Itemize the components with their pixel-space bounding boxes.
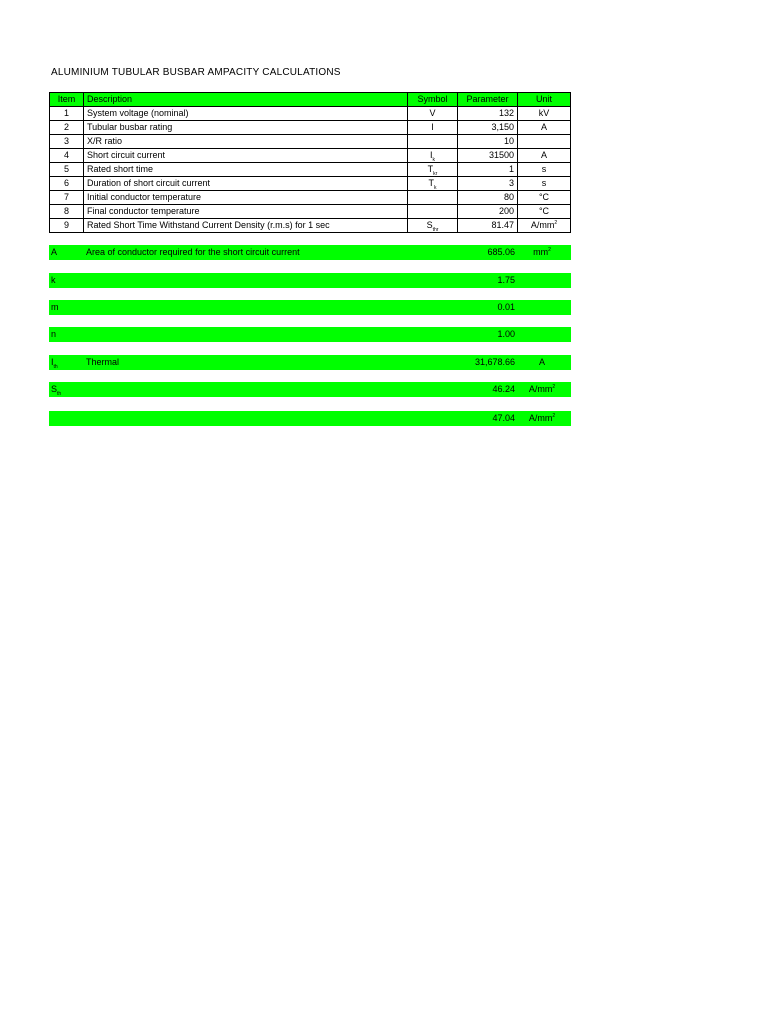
symbol-subscript: th [57, 390, 62, 397]
calc-unit [527, 355, 557, 370]
cell-unit [518, 121, 571, 135]
table-row [50, 205, 571, 219]
cell-item: 3 [50, 135, 84, 149]
calc-value: 0.01 [497, 302, 515, 312]
calc-label: Thermal [86, 357, 120, 367]
unit-superscript: 2 [554, 220, 558, 226]
calc-row [49, 355, 571, 370]
cell-parameter: 3,150 [458, 121, 518, 135]
table-row [50, 219, 571, 233]
cell-unit [518, 205, 571, 219]
calc-symbol [51, 245, 57, 260]
calc-unit [527, 411, 557, 426]
symbol-main: mm [533, 247, 549, 257]
cell-description: Rated short time [84, 163, 408, 177]
header-description: Description [84, 93, 408, 107]
cell-parameter: 3 [458, 177, 518, 191]
cell-parameter: 80 [458, 191, 518, 205]
cell-unit [518, 135, 571, 149]
symbol-main: I [431, 122, 434, 132]
calc-value: 46.24 [492, 384, 515, 394]
calc-symbol [51, 300, 59, 315]
cell-item: 2 [50, 121, 84, 135]
cell-symbol [408, 205, 458, 219]
symbol-main: n [51, 329, 57, 339]
cell-unit [518, 191, 571, 205]
symbol-main: A/mm [528, 384, 553, 394]
symbol-main: k [51, 275, 56, 285]
unit-superscript: 2 [548, 247, 551, 253]
calc-unit [527, 382, 557, 397]
symbol-main: A/mm [530, 220, 555, 230]
cell-symbol [408, 177, 458, 191]
cell-unit [518, 149, 571, 163]
calc-row [49, 273, 571, 288]
cell-description: System voltage (nominal) [84, 107, 408, 121]
table-header-row [50, 93, 571, 107]
cell-parameter: 132 [458, 107, 518, 121]
cell-unit [518, 219, 571, 233]
cell-description: X/R ratio [84, 135, 408, 149]
cell-unit [518, 107, 571, 121]
table-row [50, 107, 571, 121]
symbol-main: S [426, 220, 433, 230]
calc-symbol [51, 382, 61, 397]
symbol-main: s [541, 178, 547, 188]
cell-parameter: 10 [458, 135, 518, 149]
header-item: Item [50, 93, 84, 107]
cell-unit [518, 163, 571, 177]
cell-symbol [408, 149, 458, 163]
calc-row [49, 327, 571, 342]
calc-value: 685.06 [487, 247, 515, 257]
header-unit: Unit [518, 93, 571, 107]
cell-parameter: 31500 [458, 149, 518, 163]
symbol-main: S [51, 384, 58, 394]
table-row [50, 121, 571, 135]
symbol-main: A [540, 122, 547, 132]
cell-symbol [408, 107, 458, 121]
header-parameter: Parameter [458, 93, 518, 107]
table-row [50, 135, 571, 149]
symbol-subscript: th [53, 363, 58, 370]
cell-symbol [408, 219, 458, 233]
calc-unit [527, 245, 557, 260]
symbol-main: A/mm [528, 413, 553, 423]
symbol-main: kV [538, 108, 550, 118]
symbol-subscript: kr [433, 170, 438, 177]
symbol-main: I [429, 150, 433, 160]
cell-description: Rated Short Time Withstand Current Density (r.m.s) for 1 sec [84, 219, 408, 233]
symbol-main: A [51, 247, 58, 257]
calc-row [49, 300, 571, 315]
symbol-main: s [541, 164, 547, 174]
calc-row [49, 382, 571, 397]
cell-symbol [408, 163, 458, 177]
cell-description: Initial conductor temperature [84, 191, 408, 205]
unit-superscript: 2 [552, 413, 556, 419]
table-row [50, 177, 571, 191]
cell-item: 6 [50, 177, 84, 191]
cell-description: Tubular busbar rating [84, 121, 408, 135]
cell-description: Final conductor temperature [84, 205, 408, 219]
cell-item: 8 [50, 205, 84, 219]
calc-symbol [51, 355, 58, 370]
calc-symbol [51, 327, 56, 342]
cell-parameter: 200 [458, 205, 518, 219]
unit-superscript: 2 [552, 384, 556, 390]
table-row [50, 149, 571, 163]
symbol-main: A [540, 150, 547, 160]
calc-value: 31,678.66 [474, 357, 515, 367]
cell-parameter: 81.47 [458, 219, 518, 233]
cell-symbol [408, 191, 458, 205]
symbol-main: m [51, 302, 59, 312]
symbol-main: T [427, 164, 434, 174]
symbol-main: A [538, 357, 545, 367]
cell-symbol [408, 121, 458, 135]
symbol-main: °C [538, 192, 550, 202]
cell-item: 5 [50, 163, 84, 177]
calc-label: Area of conductor required for the short circuit current [86, 247, 300, 257]
symbol-main: V [429, 108, 436, 118]
symbol-subscript: k [432, 156, 435, 163]
symbol-subscript: k [434, 184, 437, 191]
table-row [50, 191, 571, 205]
cell-item: 1 [50, 107, 84, 121]
calc-symbol [51, 273, 56, 288]
symbol-subscript: thr [432, 226, 439, 233]
cell-item: 7 [50, 191, 84, 205]
cell-description: Short circuit current [84, 149, 408, 163]
calc-value: 1.75 [497, 275, 515, 285]
parameters-table [49, 92, 571, 233]
symbol-main: I [51, 357, 54, 367]
cell-description: Duration of short circuit current [84, 177, 408, 191]
cell-parameter: 1 [458, 163, 518, 177]
cell-unit [518, 177, 571, 191]
symbol-main: °C [538, 206, 550, 216]
calc-value: 1.00 [497, 329, 515, 339]
cell-item: 9 [50, 219, 84, 233]
header-symbol: Symbol [408, 93, 458, 107]
page-title: ALUMINIUM TUBULAR BUSBAR AMPACITY CALCULATIONS [51, 67, 341, 78]
calc-row [49, 245, 571, 260]
cell-symbol [408, 135, 458, 149]
symbol-main: T [428, 178, 434, 188]
table-row [50, 163, 571, 177]
cell-item: 4 [50, 149, 84, 163]
calc-row [49, 411, 571, 426]
calc-value: 47.04 [492, 413, 515, 423]
